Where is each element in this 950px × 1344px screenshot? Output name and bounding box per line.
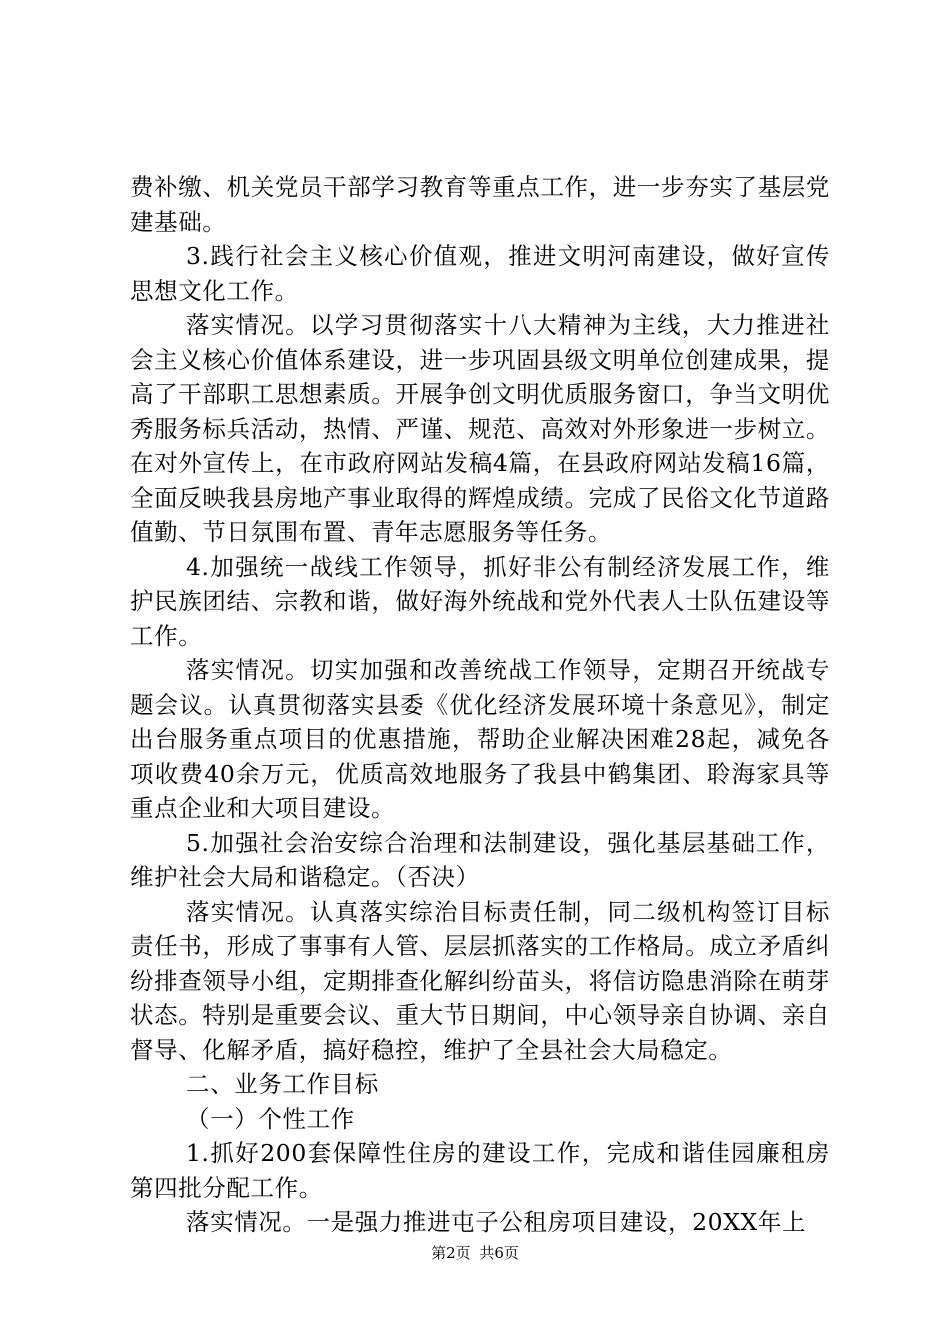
subsection-heading: （一）个性工作: [186, 1104, 355, 1133]
paragraph: 5.加强社会治安综合治理和法制建设，强化基层基础工作，维护社会大局和谐稳定。（否决）: [130, 828, 830, 891]
paragraph: 落实情况。以学习贯彻落实十八大精神为主线，大力推进社会主义核心价值体系建设，进一步巩固县级文明单位创建成果，提高了干部职工思想素质。开展争创文明优质服务窗口，争当文明优秀服务标兵活动，热情、严谨、规范、高效对外形象进一步树立。在对外宣传上，在市政府网站发稿4篇，在县政府网站发稿16篇，全面反映我县房地产事业取得的辉煌成绩。完成了民俗文化节道路值勤、节日氛围布置、青年志愿服务等任务。: [130, 311, 830, 546]
paragraph: 落实情况。切实加强和改善统战工作领导，定期召开统战专题会议。认真贯彻落实县委《优化经济发展环境十条意见》，制定出台服务重点项目的优惠措施，帮助企业解决困难28起，减免各项收费40余万元，优质高效地服务了我县中鹤集团、聆海家具等重点企业和大项目建设。: [130, 656, 830, 822]
current-page-number: 第2页: [431, 1244, 471, 1262]
paragraph: 落实情况。认真落实综治目标责任制，同二级机构签订目标责任书，形成了事事有人管、层层抓落实的工作格局。成立矛盾纠纷排查领导小组，定期排查化解纠纷苗头，将信访隐患消除在萌芽状态。特别是重要会议、重大节日期间，中心领导亲自协调、亲自督导、化解矛盾，搞好稳控，维护了全县社会大局稳定。: [130, 897, 830, 1064]
paragraph: 落实情况。一是强力推进屯子公租房项目建设，20XX年上: [186, 1208, 807, 1236]
paragraph: 1.抓好200套保障性住房的建设工作，完成和谐佳园廉租房第四批分配工作。: [130, 1139, 830, 1202]
section-heading: 二、业务工作目标: [186, 1070, 379, 1098]
page-footer: [0, 1243, 950, 1263]
paragraph: 费补缴、机关党员干部学习教育等重点工作，进一步夯实了基层党建基础。: [130, 173, 830, 236]
paragraph: 4.加强统一战线工作领导，抓好非公有制经济发展工作，维护民族团结、宗教和谐，做好海外统战和党外代表人士队伍建设等工作。: [130, 552, 830, 650]
paragraph: 3.践行社会主义核心价值观，推进文明河南建设，做好宣传思想文化工作。: [130, 242, 830, 305]
total-page-count: 共6页: [479, 1244, 519, 1262]
document-body: [130, 170, 830, 1240]
